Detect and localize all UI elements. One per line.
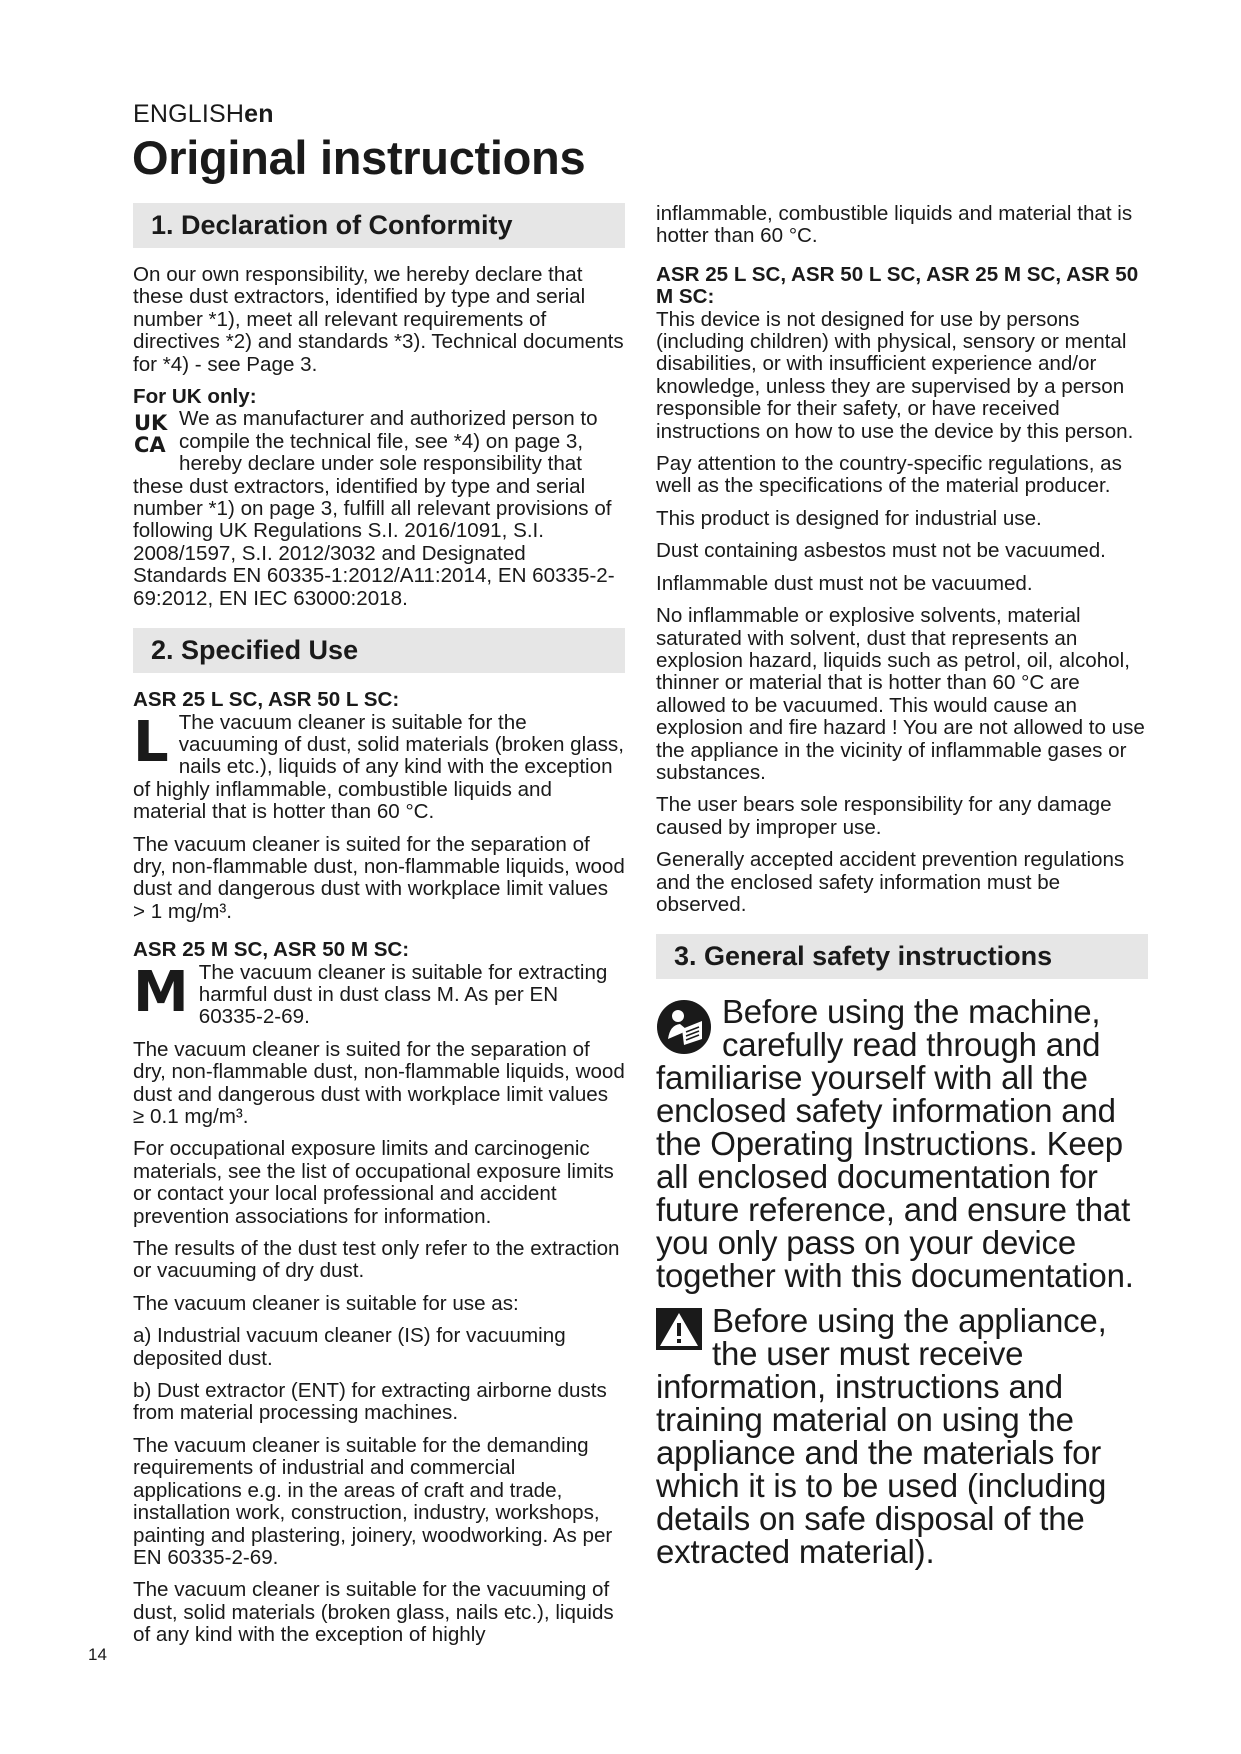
dust-test-text: The results of the dust test only refer to the extraction or vacuuming of dry dust. — [133, 1237, 620, 1283]
language-code: en — [244, 100, 274, 128]
industrial-use-text: This product is designed for industrial use. — [656, 506, 1042, 530]
l-class-heading: ASR 25 L SC, ASR 50 L SC: — [133, 688, 400, 712]
right-column — [656, 203, 1148, 1580]
dust-class-m-icon: M — [133, 959, 189, 1025]
demanding-requirements-text: The vacuum cleaner is suitable for the demanding requirements of industrial and commercial applications e.g. in the areas of craft and trade, installation work, construction, industry, workshops, painting and plastering, joinery, woodworking. As per EN 60335-2-69. — [133, 1433, 613, 1569]
accident-prevention-text: Generally accepted accident prevention regulations and the enclosed safety information must be observed. — [656, 848, 1125, 916]
language-name: ENGLISH — [133, 100, 245, 128]
uk-declaration-paragraph — [133, 408, 625, 610]
all-models-heading: ASR 25 L SC, ASR 50 L SC, ASR 25 M SC, ASR 50 M SC: — [656, 262, 1139, 309]
ukca-mark-top: UK — [134, 411, 168, 436]
responsibility-text: The user bears sole responsibility for any damage caused by improper use. — [656, 793, 1112, 839]
industrial-vacuum-text: a) Industrial vacuum cleaner (IS) for vacuuming deposited dust. — [133, 1324, 566, 1370]
l-class-text: The vacuum cleaner is suitable for the vacuuming of dust, solid materials (broken glass, nails etc.), liquids of any kind with the exception of highly inflammable, combustible liquids and material that is hotter than 60 °C. — [133, 710, 624, 824]
suitable-use-text: The vacuum cleaner is suitable for use as: — [133, 1291, 519, 1315]
vacuuming-dust-text: The vacuum cleaner is suitable for the vacuuming of dust, solid materials (broken glass, nails etc.), liquids of any kind with the exception of highly — [133, 1578, 614, 1647]
l-class-paragraph — [133, 709, 625, 824]
left-column — [133, 203, 625, 1657]
m-class-separation-text: The vacuum cleaner is suited for the separation of dry, non-flammable dust, non-flammable liquids, wood dust and dangerous dust with workplace limit values ≥ 0.1 mg/m³. — [133, 1037, 625, 1128]
uk-declaration-text: We as manufacturer and authorized person to compile the technical file, see *4) on page 3, hereby declare under sole responsibility that these dust extractors, identified by type and serial number *1) on page 3, fulfill all relevant provisions of following UK Regulations S.I. 2016/1091, S.I. 2008/1597, S.I. 2012/3032 and Designated Standards EN 60335-1:2012/A11:2014, EN 60335-2-69:2012, EN IEC 63000:2018. — [133, 407, 615, 610]
read-manual-icon — [656, 999, 712, 1060]
ukca-mark-bottom: CA — [134, 433, 166, 455]
section-heading-specified-use: 2. Specified Use — [133, 628, 625, 673]
exposure-limits-text: For occupational exposure limits and carcinogenic materials, see the list of occupational exposure limits or contact your local professional and accident prevention associations for information. — [133, 1137, 614, 1228]
m-class-text: The vacuum cleaner is suitable for extracting harmful dust in dust class M. As per EN 60335-2-69. — [198, 960, 608, 1029]
safety-read-manual-paragraph — [656, 993, 1148, 1295]
m-class-heading: ASR 25 M SC, ASR 50 M SC: — [133, 938, 410, 962]
page-number: 14 — [88, 1645, 107, 1664]
declaration-text: On our own responsibility, we hereby declare that these dust extractors, identified by type and serial number *1), meet all relevant requirements of directives *2) and standards *3). Technical documents for *4) - see Page 3. — [133, 263, 624, 376]
uk-only-heading: For UK only: — [133, 385, 257, 409]
section-heading-declaration: 1. Declaration of Conformity — [133, 203, 625, 248]
dust-extractor-text: b) Dust extractor (ENT) for extracting airborne dusts from material processing machines. — [133, 1379, 607, 1425]
read-manual-text: Before using the machine, carefully read through and familiarise yourself with all the enclosed safety information and the Operating Instructions. Keep all enclosed documentation for future reference, and ensure that you only pass on your device together with this documentation. — [656, 993, 1134, 1295]
asbestos-text: Dust containing asbestos must not be vacuumed. — [656, 539, 1106, 563]
section-heading-safety: 3. General safety instructions — [656, 934, 1148, 979]
explosive-solvents-text: No inflammable or explosive solvents, material saturated with solvent, dust that represents an explosion hazard, liquids such as petrol, oil, alcohol, thinner or material that is hotter than 60 °C are allowed to be vacuumed. This would cause an explosion and fire hazard ! You are not allowed to use the appliance in the vicinity of inflammable gases or substances. — [656, 604, 1145, 784]
regulations-text: Pay attention to the country-specific regulations, as well as the specifications of the material producer. — [656, 452, 1122, 498]
warning-icon — [656, 1308, 702, 1355]
dust-class-l-icon: L — [133, 709, 169, 775]
continued-text: inflammable, combustible liquids and material that is hotter than 60 °C. — [656, 202, 1133, 248]
language-label — [133, 100, 274, 129]
inflammable-dust-text: Inflammable dust must not be vacuumed. — [656, 571, 1033, 595]
persons-restriction-text: This device is not designed for use by persons (including children) with physical, sensory or mental disabilities, or with insufficient experience and/or knowledge, unless they are supervised by a person responsible for their safety, or have received instructions on how to use the device by this person. — [656, 307, 1134, 443]
l-class-separation-text: The vacuum cleaner is suited for the separation of dry, non-flammable dust, non-flammable liquids, wood dust and dangerous dust with workplace limit values > 1 mg/m³. — [133, 832, 625, 923]
ukca-mark-icon — [133, 410, 173, 459]
safety-training-paragraph — [656, 1302, 1148, 1571]
training-text: Before using the appliance, the user must receive information, instructions and training material on using the appliance and the materials for which it is to be used (including details on safe disposal of the extracted material). — [656, 1302, 1107, 1571]
page-title: Original instructions — [132, 131, 586, 184]
m-class-paragraph — [133, 959, 625, 1029]
